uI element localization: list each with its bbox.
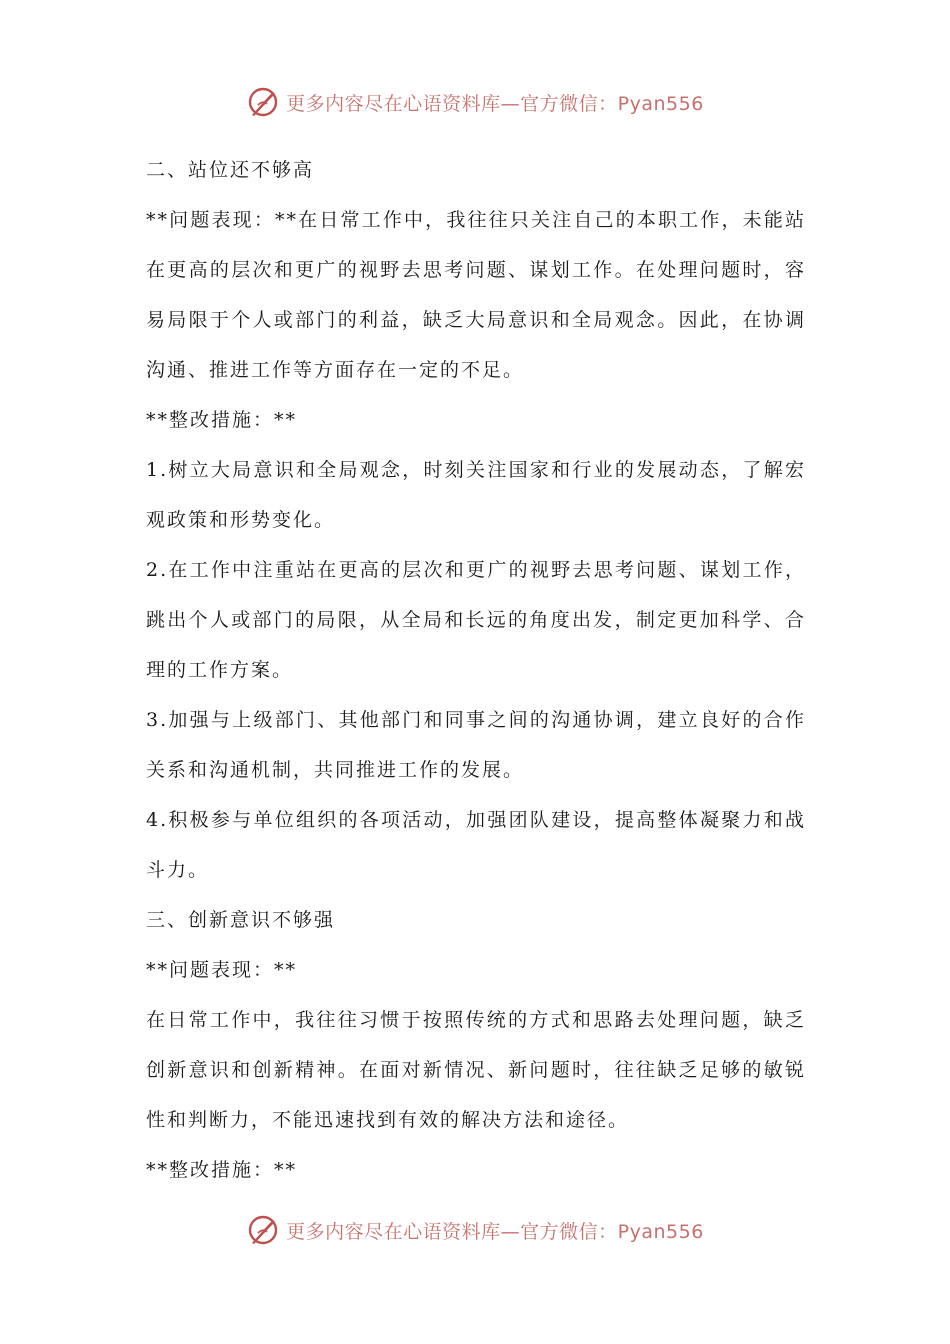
list-item: 2.在工作中注重站在更高的层次和更广的视野去思考问题、谋划工作，跳出个人或部门的局限，从全局和长远的角度出发，制定更加科学、合理的工作方案。 bbox=[146, 559, 806, 681]
header-banner-text: 更多内容尽在心语资料库—官方微信：Pyan556 bbox=[286, 92, 704, 115]
paragraph: **问题表现：** bbox=[146, 959, 298, 981]
pen-logo-icon bbox=[246, 1213, 280, 1247]
list-item: 3.加强与上级部门、其他部门和同事之间的沟通协调，建立良好的合作关系和沟通机制，共同推进工作的发展。 bbox=[146, 709, 806, 781]
footer-banner-text: 更多内容尽在心语资料库—官方微信：Pyan556 bbox=[286, 1220, 704, 1243]
paragraph: **整改措施：** bbox=[146, 1159, 298, 1181]
header-banner bbox=[0, 82, 950, 122]
list-item: 4.积极参与单位组织的各项活动，加强团队建设，提高整体凝聚力和战斗力。 bbox=[146, 809, 806, 881]
footer-banner bbox=[0, 1210, 950, 1250]
section-heading: 二、站位还不够高 bbox=[146, 159, 315, 181]
paragraph: **问题表现：**在日常工作中，我往往只关注自己的本职工作，未能站在更高的层次和更广的视野去思考问题、谋划工作。在处理问题时，容易局限于个人或部门的利益，缺乏大局意识和全局观念。因此，在协调沟通、推进工作等方面存在一定的不足。 bbox=[146, 209, 806, 381]
section-heading: 三、创新意识不够强 bbox=[146, 909, 336, 931]
paragraph: 在日常工作中，我往往习惯于按照传统的方式和思路去处理问题，缺乏创新意识和创新精神。在面对新情况、新问题时，往往缺乏足够的敏锐性和判断力，不能迅速找到有效的解决方法和途径。 bbox=[146, 1009, 806, 1131]
document-body bbox=[146, 145, 806, 1195]
paragraph: **整改措施：** bbox=[146, 409, 298, 431]
list-item: 1.树立大局意识和全局观念，时刻关注国家和行业的发展动态，了解宏观政策和形势变化。 bbox=[146, 459, 806, 531]
pen-logo-icon bbox=[246, 85, 280, 119]
